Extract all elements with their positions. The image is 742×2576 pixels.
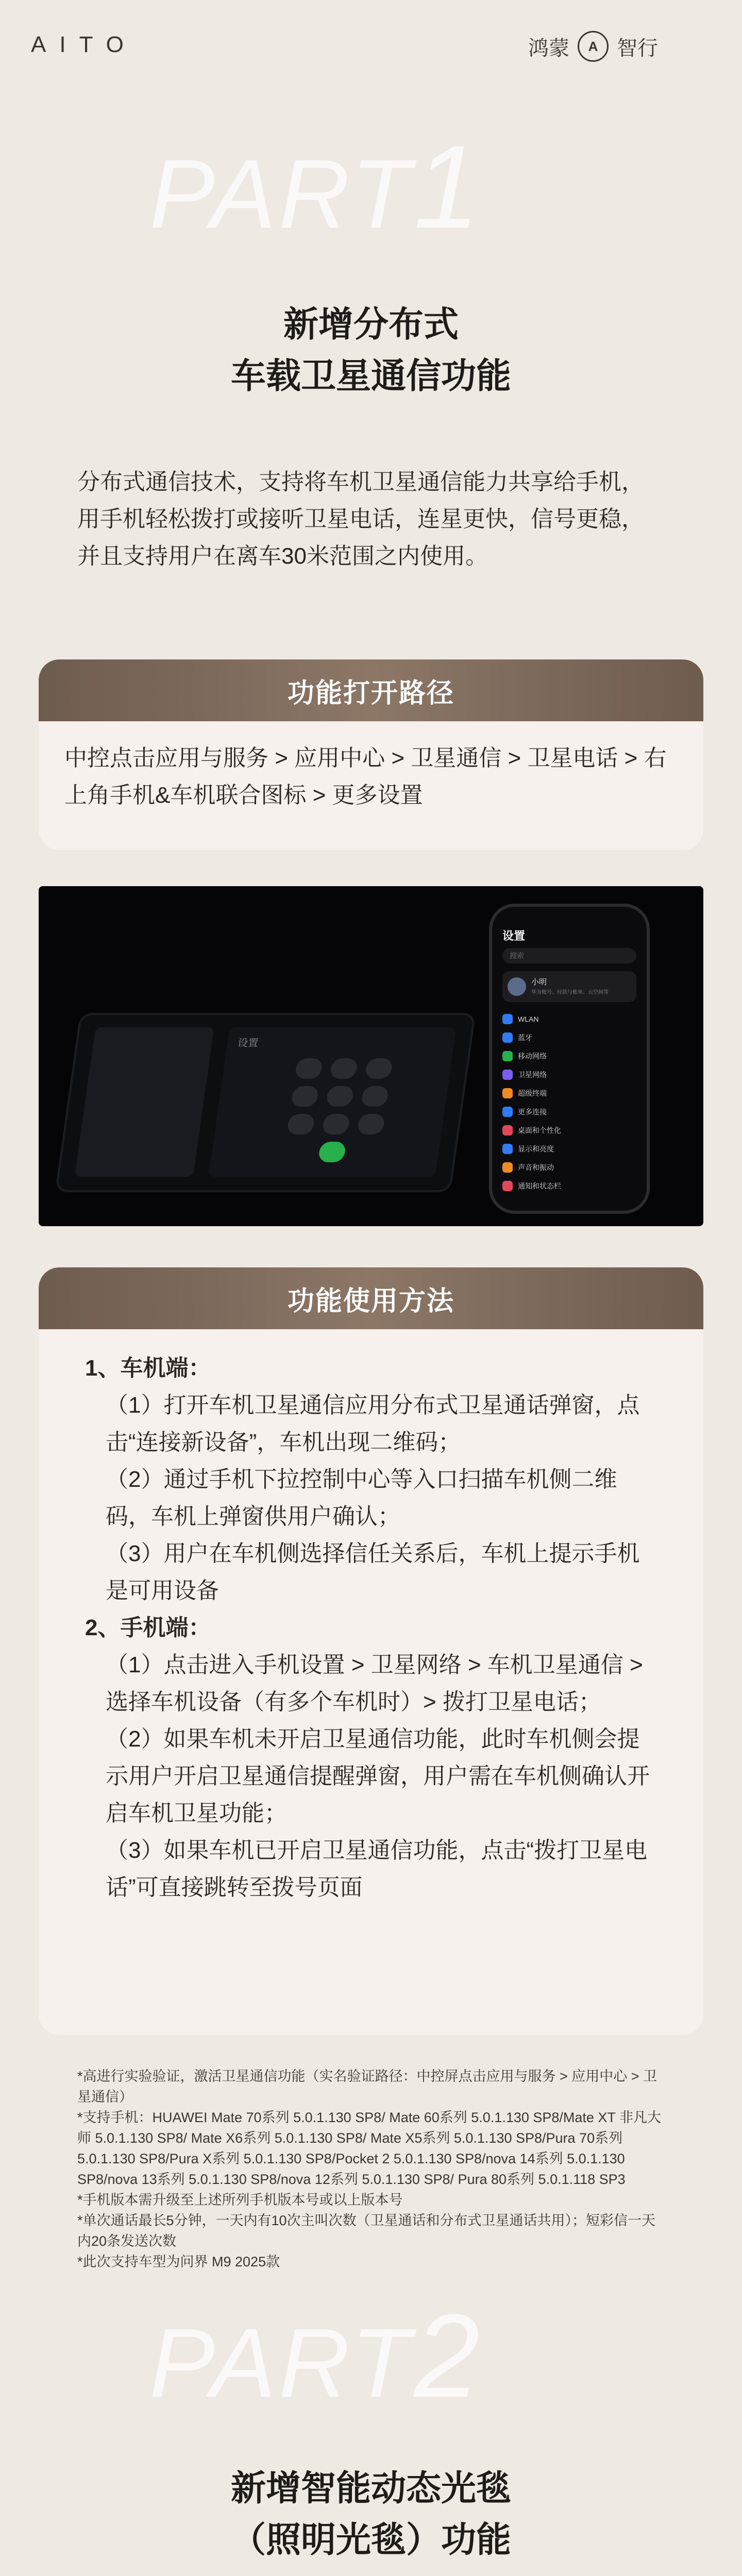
phone-setting-row[interactable]: 通知和状态栏 [502,1177,636,1195]
setting-icon [502,1051,513,1061]
part2-title: 新增智能动态光毯 （照明光毯）功能 [230,2469,511,2560]
usage-body [39,1329,703,1927]
phone-settings-title: 设置 [502,929,526,942]
call-button-icon [318,1142,347,1162]
phone-setting-row[interactable]: 卫星网络 [502,1065,636,1084]
car-display [57,1015,474,1190]
setting-icon [502,1014,513,1024]
phone-settings-list [502,1010,636,1195]
car-heading: 1、车机端： [85,1355,211,1381]
avatar [508,977,526,996]
phone-setting-row[interactable]: 声音和振动 [502,1158,636,1177]
car-item: （1）打开车机卫星通信应用分布式卫星通话弹窗，点击“连接新设备”，车机出现二维码； [106,1393,640,1455]
setting-icon [502,1032,513,1043]
card-title: 功能使用方法 [39,1267,703,1329]
part1-title: 新增分布式 车载卫星通信功能 [230,305,511,396]
car-item: （2）通过手机下拉控制中心等入口扫描车机侧二维码，车机上弹窗供用户确认； [106,1467,617,1529]
brand-logo-aito: AITO [31,32,137,57]
phone-setting-row[interactable]: 更多连接 [502,1103,636,1121]
part1-description: 分布式通信技术，支持将车机卫星通信能力共享给手机，用手机轻松拨打或接听卫星电话，连星更快，信号更稳，并且支持用户在离车30米范围之内使用。 [77,469,644,569]
brand-right [528,31,658,62]
car-dialpad-panel: 设置 [209,1027,457,1177]
card-text: 中控点击应用与服务 > 应用中心 > 卫星通信 > 卫星电话 > 右上角手机&车机联合图标 > 更多设置 [64,745,667,808]
phone-mockup [492,907,647,1211]
setting-icon [502,1107,513,1117]
header [0,0,742,103]
part2-watermark: PART2 [149,2290,483,2422]
phone-search-field: 搜索 [502,948,636,963]
phone-account-card: 小明 华为账号、付款与账单、云空间等 [502,971,636,1002]
car-item: （3）用户在车机侧选择信任关系后，车机上提示手机是可用设备 [106,1541,640,1603]
phone-setting-row[interactable]: 显示和亮度 [502,1140,636,1158]
brand-text-zhixing: 智行 [617,37,658,60]
phone-setting-row[interactable]: 蓝牙 [502,1028,636,1047]
setting-icon [502,1181,513,1191]
part1-watermark: PART1 [149,121,483,253]
brand-text-hongmeng: 鸿蒙 [528,37,569,60]
phone-setting-row[interactable]: 移动网络 [502,1047,636,1065]
phone-setting-row[interactable]: 桌面和个性化 [502,1121,636,1140]
car-and-phone-screenshot [39,886,703,1226]
setting-icon [502,1070,513,1080]
hima-logo-icon: A [578,31,609,62]
phone-heading: 2、手机端： [85,1615,211,1640]
phone-item: （1）点击进入手机设置 > 卫星网络 > 车机卫星通信 > 选择车机设备（有多个车机时）> 拨打卫星电话； [106,1652,643,1715]
phone-item: （3）如果车机已开启卫星通信功能，点击“拨打卫星电话”可直接跳转至拨号页面 [106,1838,648,1900]
setting-icon [502,1088,513,1098]
setting-icon [502,1162,513,1173]
setting-icon [502,1125,513,1136]
card-title: 功能打开路径 [39,659,703,721]
setting-icon [502,1144,513,1154]
phone-setting-row[interactable]: WLAN [502,1010,636,1028]
part1-notes: *高进行实验验证，激活卫星通信功能（实名验证路径：中控屏点击应用与服务 > 应用中心 > 卫星通信） *支持手机：HUAWEI Mate 70系列 5.0.1.130 SP8/ Mate 60系列 5.0.1.130 SP8/Mate XT 非凡大师 5.0.1.130 SP8/ Mate X6系列 5.0.1.130 SP8/ Mate X5系列 5.0.1.130 SP8/Pura 70系列 5.0.1.130 SP8/Pura X系列 5.0.1.130 SP8/Pocket 2 5.0.1.130 SP8/nova 14系列 5.0.1.130 SP8/nova 13系列 5.0.1.130 SP8/nova 12系列 5.0.1.130 SP8/ Pura 80系列 5.0.1.118 SP3 *手机版本需升级至上述所列手机版本号或以上版本号 *单次通话最长5分钟，一天内有10次主叫次数（卫星通话和分布式卫星通话共用）；短彩信一天内20条发送次数 *此次支持车型为问界 M9 2025款 [77,2069,661,2269]
car-sidebar-panel [75,1027,214,1177]
phone-item: （2）如果车机未开启卫星通信功能，此时车机侧会提示用户开启卫星通信提醒弹窗，用户需在车机侧确认开启车机卫星功能； [106,1726,650,1826]
part1-usage-card [39,1267,703,2035]
phone-setting-row[interactable]: 超级终端 [502,1084,636,1103]
part1-path-card [39,659,703,850]
